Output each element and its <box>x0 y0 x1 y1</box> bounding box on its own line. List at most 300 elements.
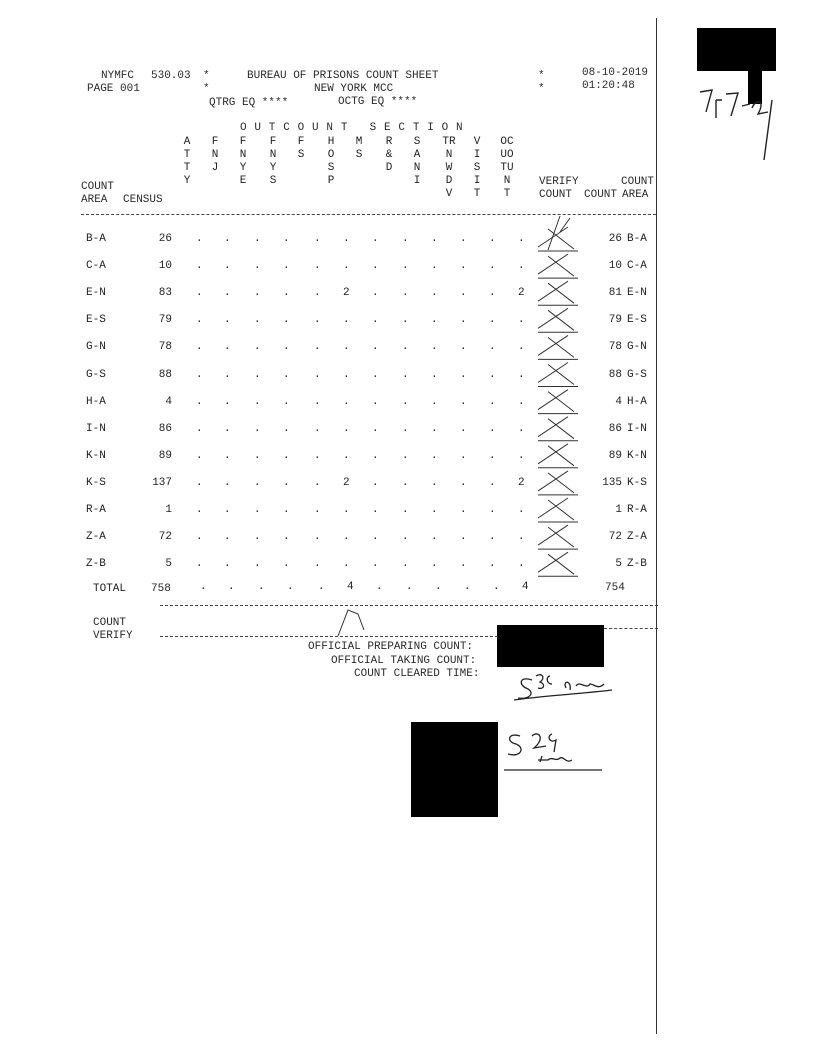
empty-cell-dot: . <box>283 476 290 489</box>
empty-cell-dot: . <box>372 422 379 435</box>
row-census: 78 <box>158 341 172 354</box>
verify-x-mark <box>538 363 578 387</box>
empty-cell-dot: . <box>343 341 350 354</box>
empty-cell-dot: . <box>489 449 496 462</box>
empty-cell-dot: . <box>431 504 438 516</box>
outcount-header-letter: W <box>445 162 453 174</box>
empty-cell-dot: . <box>460 449 467 462</box>
row-area: E-N <box>86 287 106 300</box>
row-area: K-S <box>86 476 106 489</box>
count-area-right-label: AREA <box>622 189 649 201</box>
count-verify-label: VERIFY <box>93 630 133 642</box>
empty-cell-dot: . <box>314 260 321 273</box>
empty-cell-dot: . <box>489 558 496 571</box>
empty-cell-dot: . <box>431 314 438 327</box>
row-count: 78 <box>608 341 622 354</box>
row-area: I-N <box>86 422 106 435</box>
empty-cell-dot: . <box>343 422 350 435</box>
row-area: G-S <box>86 368 106 381</box>
count-verify-label: COUNT <box>93 617 127 629</box>
empty-cell-dot: . <box>372 314 379 327</box>
outcount-header-letter: Y <box>239 162 247 174</box>
row-area-right: B-A <box>627 233 647 245</box>
row-census: 4 <box>165 395 172 408</box>
empty-cell-dot: . <box>224 287 231 300</box>
outcount-header-letter: N <box>503 175 511 187</box>
outcount-header-letter: N <box>211 149 219 161</box>
row-census: 88 <box>158 368 172 381</box>
official-preparing-label: OFFICIAL PREPARING COUNT: <box>308 641 474 653</box>
empty-cell-dot: . <box>254 531 261 544</box>
empty-cell-dot: . <box>314 558 321 571</box>
empty-cell-dot: . <box>343 233 350 245</box>
handwritten-cleared-time <box>514 675 612 700</box>
empty-cell-dot: . <box>489 314 496 327</box>
empty-cell-dot: . <box>254 422 261 435</box>
verify-x-mark <box>538 227 578 251</box>
verify-x-mark <box>538 525 578 549</box>
outcount-header-letter: N <box>269 149 277 161</box>
outcount-header-letter: UO <box>500 149 514 161</box>
empty-cell-dot: . <box>343 260 350 273</box>
empty-cell-dot: . <box>489 422 496 435</box>
outcount-header-letter: Y <box>269 162 277 174</box>
empty-cell-dot: . <box>402 287 409 300</box>
empty-cell-dot: . <box>254 558 261 571</box>
empty-cell-dot: . <box>518 260 525 273</box>
total-count: 754 <box>605 582 625 594</box>
star-marker: * <box>538 70 545 82</box>
empty-cell-dot: . <box>518 531 525 544</box>
verify-x-mark <box>538 281 578 305</box>
empty-cell-dot: . <box>314 422 321 435</box>
row-census: 5 <box>165 558 172 571</box>
empty-cell-dot: . <box>402 558 409 571</box>
official-taking-label: OFFICIAL TAKING COUNT: <box>331 655 477 667</box>
empty-cell-dot: . <box>489 341 496 354</box>
outcount-header-letter: T <box>183 149 191 161</box>
report-date: 08-10-2019 <box>582 67 649 79</box>
empty-cell-dot: . <box>343 368 350 381</box>
row-hosp-count: 2 <box>343 287 350 300</box>
outcount-header-letter: H <box>327 136 335 148</box>
empty-cell-dot: . <box>431 422 438 435</box>
row-census: 79 <box>158 314 172 327</box>
row-count: 10 <box>608 260 622 273</box>
empty-cell-dot: . <box>460 504 467 516</box>
outcount-header-letter: O <box>327 149 335 161</box>
empty-cell-dot: . <box>431 287 438 300</box>
empty-cell-dot: . <box>283 504 290 516</box>
row-area: H-A <box>86 395 106 408</box>
verify-count-label: COUNT <box>539 189 573 201</box>
empty-cell-dot: . <box>254 260 261 273</box>
outcount-header-letter: & <box>385 149 393 161</box>
empty-cell-dot: . <box>196 368 203 381</box>
qtrg-equation: QTRG EQ **** <box>209 97 289 109</box>
row-count: 79 <box>608 314 622 327</box>
row-area-right: I-N <box>627 422 647 435</box>
empty-cell-dot: . <box>489 368 496 381</box>
empty-cell-dot: . <box>254 476 261 489</box>
empty-cell-dot: . <box>254 314 261 327</box>
empty-cell-dot: . <box>283 422 290 435</box>
census-label: CENSUS <box>123 194 163 206</box>
empty-cell-dot: . <box>460 314 467 327</box>
star-marker: * <box>538 83 545 95</box>
row-area: R-A <box>86 504 106 516</box>
verify-x-mark <box>538 552 578 576</box>
empty-cell-dot: . <box>254 368 261 381</box>
outcount-header-letter: S <box>269 175 277 187</box>
empty-cell-dot: . <box>283 368 290 381</box>
empty-cell-dot: . <box>314 449 321 462</box>
empty-cell-dot: . <box>283 260 290 273</box>
empty-cell-dot: . <box>518 341 525 354</box>
count-area-right-label: COUNT <box>621 176 655 188</box>
row-census: 26 <box>158 233 172 245</box>
outcount-header-letter: V <box>445 188 453 200</box>
empty-cell-dot: . <box>254 233 261 245</box>
total-label: TOTAL <box>93 583 127 595</box>
outcount-header-letter: A <box>413 149 421 161</box>
empty-cell-dot: . <box>196 531 203 544</box>
empty-cell-dot: . <box>196 449 203 462</box>
verify-x-mark <box>538 254 578 278</box>
verify-label: VERIFY <box>539 176 579 188</box>
empty-cell-dot: . <box>314 395 321 408</box>
outcount-header-letter: R <box>385 136 393 148</box>
empty-cell-dot: . <box>460 422 467 435</box>
empty-cell-dot: . <box>402 504 409 516</box>
row-count: 72 <box>608 531 622 544</box>
total-census: 758 <box>151 583 171 595</box>
empty-cell-dot: . <box>518 314 525 327</box>
empty-cell-dot: . <box>431 341 438 354</box>
row-count: 86 <box>608 422 622 435</box>
empty-cell-dot: . <box>283 287 290 300</box>
empty-cell-dot: . <box>283 395 290 408</box>
empty-cell-dot: . <box>431 233 438 245</box>
row-census: 83 <box>158 287 172 300</box>
empty-cell-dot: . <box>287 581 294 593</box>
outcount-header-letter: T <box>183 162 191 174</box>
empty-cell-dot: . <box>435 581 442 593</box>
outcount-header-letter: S <box>413 136 421 148</box>
outcount-header-letter: F <box>297 136 305 148</box>
empty-cell-dot: . <box>460 233 467 245</box>
empty-cell-dot: . <box>343 504 350 516</box>
empty-cell-dot: . <box>314 368 321 381</box>
empty-cell-dot: . <box>402 260 409 273</box>
empty-cell-dot: . <box>493 581 500 593</box>
empty-cell-dot: . <box>376 581 383 593</box>
empty-cell-dot: . <box>460 395 467 408</box>
empty-cell-dot: . <box>283 341 290 354</box>
empty-cell-dot: . <box>254 395 261 408</box>
outcount-header-letter: N <box>445 149 453 161</box>
empty-cell-dot: . <box>372 476 379 489</box>
empty-cell-dot: . <box>224 531 231 544</box>
row-area-right: E-S <box>627 314 647 327</box>
star-marker: * <box>203 83 210 95</box>
empty-cell-dot: . <box>518 233 525 245</box>
outcount-header-letter: J <box>211 162 219 174</box>
empty-cell-dot: . <box>406 581 413 593</box>
empty-cell-dot: . <box>224 233 231 245</box>
total-verify-slash <box>338 610 364 636</box>
verify-x-mark <box>538 444 578 468</box>
outcount-header-letter: E <box>239 175 247 187</box>
star-marker: * <box>203 70 210 82</box>
empty-cell-dot: . <box>460 476 467 489</box>
total-outcount: 4 <box>522 581 529 593</box>
row-area-right: K-S <box>627 476 647 489</box>
count-area-label: AREA <box>81 194 108 206</box>
verify-x-mark <box>538 390 578 414</box>
empty-cell-dot: . <box>489 233 496 245</box>
empty-cell-dot: . <box>372 504 379 516</box>
empty-cell-dot: . <box>314 504 321 516</box>
row-area: E-S <box>86 314 106 327</box>
empty-cell-dot: . <box>196 260 203 273</box>
row-count: 89 <box>608 449 622 462</box>
empty-cell-dot: . <box>402 314 409 327</box>
outcount-header-letter: D <box>445 175 453 187</box>
row-area: C-A <box>86 260 106 273</box>
empty-cell-dot: . <box>254 287 261 300</box>
empty-cell-dot: . <box>489 531 496 544</box>
empty-cell-dot: . <box>196 287 203 300</box>
outcount-header-letter: T <box>503 188 511 200</box>
empty-cell-dot: . <box>460 341 467 354</box>
empty-cell-dot: . <box>372 531 379 544</box>
empty-cell-dot: . <box>343 558 350 571</box>
verify-x-mark <box>538 308 578 332</box>
empty-cell-dot: . <box>224 449 231 462</box>
empty-cell-dot: . <box>402 341 409 354</box>
empty-cell-dot: . <box>283 314 290 327</box>
empty-cell-dot: . <box>402 449 409 462</box>
row-area-right: G-S <box>627 368 647 381</box>
empty-cell-dot: . <box>224 260 231 273</box>
empty-cell-dot: . <box>224 314 231 327</box>
empty-cell-dot: . <box>431 449 438 462</box>
empty-cell-dot: . <box>460 558 467 571</box>
row-area: B-A <box>86 233 106 245</box>
empty-cell-dot: . <box>489 287 496 300</box>
empty-cell-dot: . <box>343 314 350 327</box>
empty-cell-dot: . <box>224 422 231 435</box>
row-area-right: Z-B <box>627 558 647 571</box>
empty-cell-dot: . <box>224 341 231 354</box>
row-count: 81 <box>608 287 622 300</box>
empty-cell-dot: . <box>402 422 409 435</box>
verify-checkmarks <box>538 216 578 576</box>
empty-cell-dot: . <box>518 504 525 516</box>
empty-cell-dot: . <box>283 449 290 462</box>
report-time: 01:20:48 <box>582 80 635 92</box>
verify-x-mark <box>538 417 578 441</box>
outcount-header-letter: F <box>269 136 277 148</box>
row-area: G-N <box>86 341 106 354</box>
row-area-right: Z-A <box>627 531 647 544</box>
row-area: Z-A <box>86 531 106 544</box>
empty-cell-dot: . <box>431 476 438 489</box>
empty-cell-dot: . <box>314 476 321 489</box>
outcount-header-letter: D <box>385 162 393 174</box>
empty-cell-dot: . <box>258 581 265 593</box>
empty-cell-dot: . <box>372 287 379 300</box>
institution-name: NEW YORK MCC <box>314 83 394 95</box>
row-area-right: G-N <box>627 341 647 354</box>
empty-cell-dot: . <box>224 476 231 489</box>
empty-cell-dot: . <box>431 260 438 273</box>
outcount-header-letter: P <box>327 175 335 187</box>
row-count: 5 <box>615 558 622 571</box>
empty-cell-dot: . <box>224 395 231 408</box>
empty-cell-dot: . <box>283 233 290 245</box>
outcount-header-letter: A <box>183 136 191 148</box>
empty-cell-dot: . <box>283 531 290 544</box>
empty-cell-dot: . <box>518 422 525 435</box>
empty-cell-dot: . <box>402 395 409 408</box>
row-area-right: K-N <box>627 449 647 462</box>
empty-cell-dot: . <box>224 368 231 381</box>
empty-cell-dot: . <box>196 233 203 245</box>
verify-x-mark <box>538 471 578 495</box>
handwritten-second-time <box>504 734 602 770</box>
empty-cell-dot: . <box>196 395 203 408</box>
row-hosp-count: 2 <box>343 476 350 489</box>
row-census: 86 <box>158 422 172 435</box>
empty-cell-dot: . <box>372 341 379 354</box>
outcount-header-letter: TU <box>500 162 514 174</box>
outcount-header-letter: N <box>239 149 247 161</box>
empty-cell-dot: . <box>314 233 321 245</box>
empty-cell-dot: . <box>196 422 203 435</box>
empty-cell-dot: . <box>254 341 261 354</box>
empty-cell-dot: . <box>196 341 203 354</box>
outcount-header-letter: M <box>355 136 363 148</box>
outcount-header-letter: S <box>327 162 335 174</box>
row-census: 10 <box>158 260 172 273</box>
empty-cell-dot: . <box>518 449 525 462</box>
empty-cell-dot: . <box>402 233 409 245</box>
outcount-header-letter: I <box>413 175 421 187</box>
empty-cell-dot: . <box>464 581 471 593</box>
outcount-header-letter: V <box>473 136 481 148</box>
empty-cell-dot: . <box>431 558 438 571</box>
row-count: 135 <box>602 476 622 489</box>
page-title: BUREAU OF PRISONS COUNT SHEET <box>247 70 439 82</box>
empty-cell-dot: . <box>460 531 467 544</box>
report-number: 530.03 <box>151 70 191 82</box>
outcount-header-letter: F <box>211 136 219 148</box>
row-count: 4 <box>615 395 622 408</box>
octg-equation: OCTG EQ **** <box>338 96 418 108</box>
empty-cell-dot: . <box>460 260 467 273</box>
empty-cell-dot: . <box>343 395 350 408</box>
row-count: 88 <box>608 368 622 381</box>
empty-cell-dot: . <box>489 504 496 516</box>
row-count: 26 <box>608 233 622 245</box>
row-outcount-total: 2 <box>518 476 525 489</box>
empty-cell-dot: . <box>196 504 203 516</box>
total-hosp-count: 4 <box>347 581 354 593</box>
empty-cell-dot: . <box>314 287 321 300</box>
row-area-right: C-A <box>627 260 647 273</box>
empty-cell-dot: . <box>431 531 438 544</box>
outcount-header-letter: S <box>355 149 363 161</box>
outcount-header-letter: S <box>297 149 305 161</box>
empty-cell-dot: . <box>224 558 231 571</box>
row-area-right: H-A <box>627 395 647 408</box>
empty-cell-dot: . <box>489 476 496 489</box>
empty-cell-dot: . <box>518 558 525 571</box>
empty-cell-dot: . <box>518 368 525 381</box>
empty-cell-dot: . <box>372 558 379 571</box>
empty-cell-dot: . <box>224 504 231 516</box>
empty-cell-dot: . <box>314 341 321 354</box>
outcount-header-letter: I <box>473 149 481 161</box>
row-area: K-N <box>86 449 106 462</box>
outcount-header-letter: S <box>473 162 481 174</box>
empty-cell-dot: . <box>200 581 207 593</box>
empty-cell-dot: . <box>196 314 203 327</box>
row-area-right: R-A <box>627 504 647 516</box>
empty-cell-dot: . <box>460 287 467 300</box>
empty-cell-dot: . <box>314 531 321 544</box>
page-label: PAGE 001 <box>87 83 140 95</box>
row-census: 1 <box>165 504 172 516</box>
empty-cell-dot: . <box>314 314 321 327</box>
empty-cell-dot: . <box>343 531 350 544</box>
row-census: 89 <box>158 449 172 462</box>
empty-cell-dot: . <box>402 476 409 489</box>
empty-cell-dot: . <box>372 260 379 273</box>
empty-cell-dot: . <box>489 260 496 273</box>
empty-cell-dot: . <box>343 449 350 462</box>
empty-cell-dot: . <box>431 395 438 408</box>
empty-cell-dot: . <box>431 368 438 381</box>
verify-x-mark <box>538 335 578 359</box>
row-area: Z-B <box>86 558 106 571</box>
empty-cell-dot: . <box>196 558 203 571</box>
empty-cell-dot: . <box>489 395 496 408</box>
empty-cell-dot: . <box>283 558 290 571</box>
row-outcount-total: 2 <box>518 287 525 300</box>
outcount-header-letter: TR <box>442 136 456 148</box>
row-census: 72 <box>158 531 172 544</box>
empty-cell-dot: . <box>372 368 379 381</box>
empty-cell-dot: . <box>372 449 379 462</box>
count-cleared-label: COUNT CLEARED TIME: <box>354 668 480 680</box>
row-count: 1 <box>615 504 622 516</box>
empty-cell-dot: . <box>402 531 409 544</box>
empty-cell-dot: . <box>254 449 261 462</box>
facility-code: NYMFC <box>101 70 135 82</box>
empty-cell-dot: . <box>254 504 261 516</box>
outcount-header-letter: T <box>473 188 481 200</box>
empty-cell-dot: . <box>372 233 379 245</box>
empty-cell-dot: . <box>372 395 379 408</box>
outcount-section-title: O U T C O U N T S E C T I O N <box>240 122 464 134</box>
row-census: 137 <box>152 476 172 489</box>
outcount-header-letter: F <box>239 136 247 148</box>
empty-cell-dot: . <box>318 581 325 593</box>
outcount-header-letter: I <box>473 175 481 187</box>
